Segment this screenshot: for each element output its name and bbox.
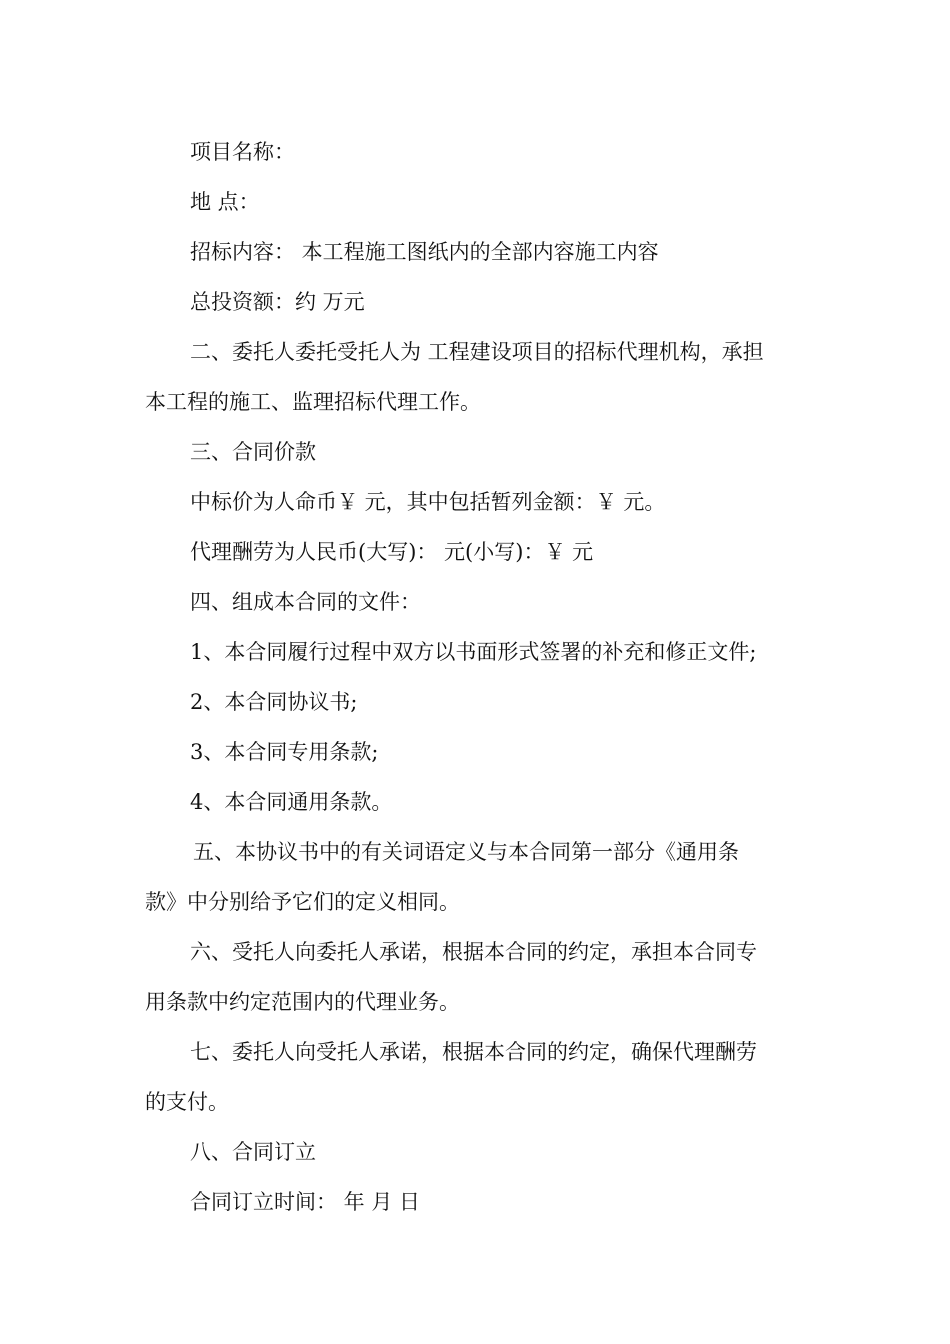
clause-seven-line-1: 七、委托人向受托人承诺，根据本合同的约定，确保代理酬劳 — [190, 1040, 757, 1064]
clause-three-heading: 三、合同价款 — [190, 440, 316, 464]
agency-fee-line: 代理酬劳为人民币(大写)： 元(小写)：￥ 元 — [190, 540, 594, 564]
winning-bid-price-line: 中标价为人命币￥ 元，其中包括暂列金额：￥ 元。 — [190, 490, 666, 514]
clause-four-heading: 四、组成本合同的文件： — [190, 590, 421, 614]
clause-five-line-1: 五、本协议书中的有关词语定义与本合同第一部分《通用条 — [193, 840, 739, 864]
total-investment-line: 总投资额：约 万元 — [190, 290, 365, 314]
clause-five-line-2: 款》中分别给予它们的定义相同。 — [145, 890, 460, 914]
document-item-1: 1、本合同履行过程中双方以书面形式签署的补充和修正文件; — [190, 640, 757, 664]
bid-content-line: 招标内容： 本工程施工图纸内的全部内容施工内容 — [190, 240, 659, 264]
project-name-line: 项目名称： — [190, 140, 295, 164]
document-item-4: 4、本合同通用条款。 — [190, 790, 393, 814]
contract-date-line: 合同订立时间： 年 月 日 — [190, 1190, 421, 1214]
document-item-3: 3、本合同专用条款; — [190, 740, 379, 764]
clause-two-line-1: 二、委托人委托受托人为 工程建设项目的招标代理机构，承担 — [190, 340, 764, 364]
clause-six-line-1: 六、受托人向委托人承诺，根据本合同的约定，承担本合同专 — [190, 940, 757, 964]
clause-eight-heading: 八、合同订立 — [190, 1140, 316, 1164]
document-item-2: 2、本合同协议书; — [190, 690, 358, 714]
clause-six-line-2: 用条款中约定范围内的代理业务。 — [145, 990, 460, 1014]
location-line: 地 点： — [190, 190, 260, 214]
clause-two-line-2: 本工程的施工、监理招标代理工作。 — [145, 390, 481, 414]
clause-seven-line-2: 的支付。 — [145, 1090, 229, 1114]
